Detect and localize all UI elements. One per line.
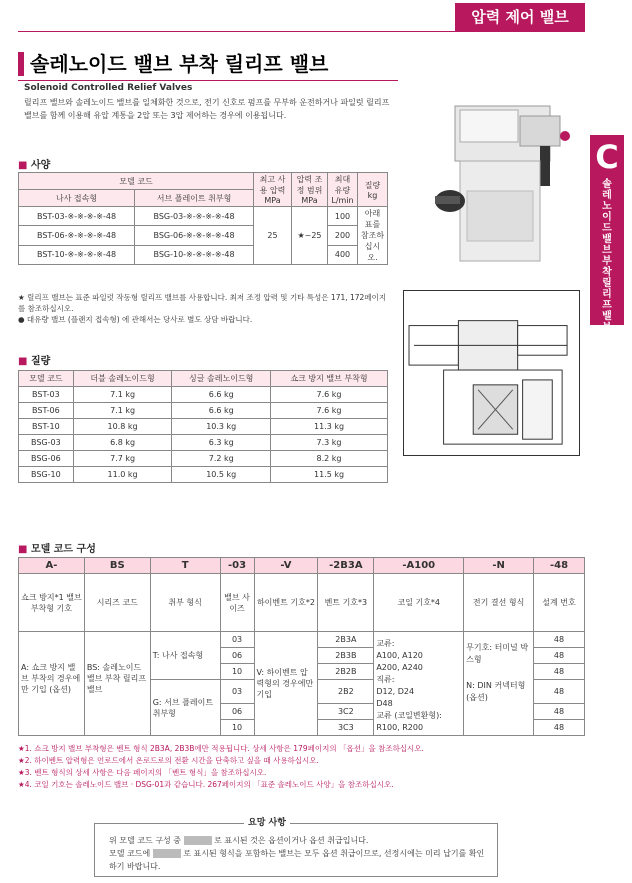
coil-line: 교류: xyxy=(376,639,395,648)
spec-adjust-range: ★~25 xyxy=(292,207,328,265)
notice-label: 요망 사항 xyxy=(244,815,290,828)
mount-g: G: 서브 플레이트 취부형 xyxy=(150,680,220,736)
spec-subplate: BSG-10-※-※-※-※-48 xyxy=(135,245,254,264)
code-label: 취부 형식 xyxy=(150,574,220,632)
spec-note: ★ 릴리프 밸브는 표준 파일럿 작동형 릴리프 밸브를 사용합니다. 최저 조정 압력 및 기타 특성은 171, 172페이지를 참조하십시오. xyxy=(18,293,387,313)
spec-header-flow: 최대 유량 L/min xyxy=(328,173,358,207)
table-cell: 6.3 kg xyxy=(172,435,271,451)
hivent-desc: V: 하이벤트 압력형의 경우에만 기입 xyxy=(254,632,318,736)
spec-thread: BST-03-※-※-※-※-48 xyxy=(19,207,135,226)
spec-header-thread: 나사 접속형 xyxy=(19,190,135,207)
spec-flow: 400 xyxy=(328,245,358,264)
spec-header-mass: 질량 kg xyxy=(358,173,388,207)
side-tab-letter: C xyxy=(595,138,619,176)
table-cell: 6.6 kg xyxy=(172,387,271,403)
table-cell: BSG-03 xyxy=(19,435,74,451)
design-cell: 48 xyxy=(534,680,585,704)
title-rule xyxy=(18,80,398,81)
coil-line: 직류: xyxy=(376,675,395,684)
table-row xyxy=(19,419,388,435)
table-cell: 11.3 kg xyxy=(271,419,388,435)
model-section-title: ■ 모델 코드 구성 xyxy=(18,540,96,555)
table-cell: 10.8 kg xyxy=(73,419,172,435)
spec-flow: 100 xyxy=(328,207,358,226)
model-note: ★1. 쇼크 방지 밸브 부착형은 벤트 형식 2B3A, 2B3B에만 적용됩니다. 상세 사항은 179페이지의 「옵션」을 참조하십시오. xyxy=(18,744,424,753)
table-row xyxy=(19,387,388,403)
design-cell: 48 xyxy=(534,632,585,648)
table-cell: BST-10 xyxy=(19,419,74,435)
vent-cell: 3C3 xyxy=(318,720,374,736)
code-label: 시리즈 코드 xyxy=(84,574,150,632)
gray-swatch xyxy=(153,849,181,858)
code-label: 쇼크 방지*1 밸브 부착형 기호 xyxy=(19,574,85,632)
code-label: 하이벤트 기호*2 xyxy=(254,574,318,632)
spec-notes xyxy=(18,292,390,325)
vent-cell: 2B2 xyxy=(318,680,374,704)
table-cell: 10.3 kg xyxy=(172,419,271,435)
table-cell: BST-03 xyxy=(19,387,74,403)
code-part: BS xyxy=(84,558,150,574)
code-part: -2B3A xyxy=(318,558,374,574)
notice-text: 위 모델 코드 구성 중 xyxy=(109,836,181,845)
page-title: 솔레노이드 밸브 부착 릴리프 밸브 xyxy=(18,52,328,76)
spec-thread: BST-10-※-※-※-※-48 xyxy=(19,245,135,264)
table-row xyxy=(19,435,388,451)
intro-text: 릴리프 밸브와 솔레노이드 밸브를 일체화한 것으로, 전기 신호로 펌프를 무부하 운전하거나 파일럿 릴리프 밸브를 함께 이용해 유압 계통을 2압 또는 3압 제어하는 경우에 이용됩니다. xyxy=(24,98,390,120)
vent-cell: 3C2 xyxy=(318,704,374,720)
code-part: -N xyxy=(464,558,534,574)
model-note: ★2. 하이벤트 압력형은 언로드에서 온로드로의 전환 시간을 단축하고 싶을 때 사용하십시오. xyxy=(18,756,319,765)
header-rule xyxy=(18,31,585,32)
section-header: 압력 제어 밸브 xyxy=(455,3,585,31)
table-cell: 6.6 kg xyxy=(172,403,271,419)
code-part: -03 xyxy=(220,558,254,574)
mass-section-title: ■ 질량 xyxy=(18,352,50,367)
size-cell: 06 xyxy=(220,648,254,664)
mass-header: 싱글 솔레노이드형 xyxy=(172,371,271,387)
spec-table xyxy=(18,172,388,265)
coil-line: 교류 (코일변환형): xyxy=(376,711,442,720)
page-subtitle: Solenoid Controlled Relief Valves xyxy=(24,83,193,93)
spec-subplate: BSG-03-※-※-※-※-48 xyxy=(135,207,254,226)
vent-cell: 2B2B xyxy=(318,664,374,680)
series-desc: BS: 솔레노이드 밸브 부착 릴리프 밸브 xyxy=(84,632,150,736)
table-cell: 7.3 kg xyxy=(271,435,388,451)
spec-subplate: BSG-06-※-※-※-※-48 xyxy=(135,226,254,245)
table-cell: 7.6 kg xyxy=(271,387,388,403)
spec-header-subplate: 서브 플레이트 취부형 xyxy=(135,190,254,207)
code-label: 코일 기호*4 xyxy=(374,574,464,632)
mass-header: 모델 코드 xyxy=(19,371,74,387)
table-row xyxy=(19,226,388,245)
side-tab xyxy=(590,135,624,333)
spec-mass-note: 아래 표를 참조하십시오. xyxy=(358,207,388,265)
elec-line: 무기호: 터미널 박스형 xyxy=(466,643,529,664)
size-cell: 06 xyxy=(220,704,254,720)
spec-thread: BST-06-※-※-※-※-48 xyxy=(19,226,135,245)
notice-box xyxy=(94,823,498,877)
coil-line: D12, D24 xyxy=(376,687,415,696)
elec-desc xyxy=(464,632,534,736)
notice-text: 로 표시된 형식을 포함하는 밸브는 모두 옵션 취급이므로, 선정시에는 미리 납기를 확인하기 바랍니다. xyxy=(109,849,485,871)
valve-photo xyxy=(405,96,577,271)
model-note: ★4. 코일 기호는 솔레노이드 밸브 · DSG-01과 같습니다. 267페이지의 「표준 솔레노이드 사양」을 참조하십시오. xyxy=(18,780,394,789)
code-label: 벤트 기호*3 xyxy=(318,574,374,632)
vent-cell: 2B3B xyxy=(318,648,374,664)
table-row xyxy=(19,207,388,226)
notice-text: 모델 코드에 xyxy=(109,849,151,858)
side-tab-label: 솔레노이드 밸브 부착 릴리프 밸브 xyxy=(602,179,612,333)
design-cell: 48 xyxy=(534,704,585,720)
table-row xyxy=(19,403,388,419)
vent-cell: 2B3A xyxy=(318,632,374,648)
table-cell: 11.0 kg xyxy=(73,467,172,483)
table-cell: BSG-10 xyxy=(19,467,74,483)
design-cell: 48 xyxy=(534,664,585,680)
size-cell: 10 xyxy=(220,720,254,736)
model-notes xyxy=(18,743,585,791)
code-part: -V xyxy=(254,558,318,574)
coil-line: R100, R200 xyxy=(376,723,424,732)
elec-line: N: DIN 커넥터형 (옵션) xyxy=(466,681,526,702)
design-cell: 48 xyxy=(534,720,585,736)
coil-line: A200, A240 xyxy=(376,663,423,672)
model-note: ★3. 벤트 형식의 상세 사항은 다음 페이지의 「벤트 형식」을 참조하십시오. xyxy=(18,768,267,777)
mass-table xyxy=(18,370,388,483)
table-row xyxy=(19,467,388,483)
table-row xyxy=(19,245,388,264)
code-label: 전기 결선 형식 xyxy=(464,574,534,632)
coil-line: A100, A120 xyxy=(376,651,423,660)
table-cell: BST-06 xyxy=(19,403,74,419)
coil-desc xyxy=(374,632,464,736)
size-cell: 10 xyxy=(220,664,254,680)
mass-header: 더블 솔레노이드형 xyxy=(73,371,172,387)
spec-max-pressure: 25 xyxy=(254,207,292,265)
table-cell: 7.7 kg xyxy=(73,451,172,467)
spec-header-range: 압력 조정 범위 MPa xyxy=(292,173,328,207)
gray-swatch xyxy=(184,836,212,845)
size-cell: 03 xyxy=(220,680,254,704)
code-part: T xyxy=(150,558,220,574)
code-part: -A100 xyxy=(374,558,464,574)
mass-header: 쇼크 방지 밸브 부착형 xyxy=(271,371,388,387)
code-label: 설계 번호 xyxy=(534,574,585,632)
code-part: A- xyxy=(19,558,85,574)
spec-flow: 200 xyxy=(328,226,358,245)
table-cell: BSG-06 xyxy=(19,451,74,467)
table-cell: 11.5 kg xyxy=(271,467,388,483)
table-row xyxy=(19,451,388,467)
cross-section-diagram xyxy=(403,290,580,456)
spec-header-pressure: 최고 사용 압력 MPa xyxy=(254,173,292,207)
model-code-table xyxy=(18,557,585,736)
table-cell: 7.1 kg xyxy=(73,387,172,403)
table-cell: 10.5 kg xyxy=(172,467,271,483)
design-cell: 48 xyxy=(534,648,585,664)
notice-text: 로 표시된 것은 옵션이거나 옵션 취급입니다. xyxy=(214,836,369,845)
spec-note: ● 대유량 밸브 (플랜지 접속형) 에 관해서는 당사로 별도 상담 바랍니다. xyxy=(18,315,253,324)
table-cell: 7.6 kg xyxy=(271,403,388,419)
table-cell: 7.1 kg xyxy=(73,403,172,419)
coil-line: D48 xyxy=(376,699,393,708)
table-cell: 7.2 kg xyxy=(172,451,271,467)
table-cell: 8.2 kg xyxy=(271,451,388,467)
code-label: 밸브 사이즈 xyxy=(220,574,254,632)
table-cell: 6.8 kg xyxy=(73,435,172,451)
option-a-desc: A: 쇼크 방지 밸브 부착의 경우에만 기입 (옵션) xyxy=(19,632,85,736)
spec-header-model: 모델 코드 xyxy=(19,173,254,190)
code-part: -48 xyxy=(534,558,585,574)
size-cell: 03 xyxy=(220,632,254,648)
spec-section-title: ■ 사양 xyxy=(18,156,50,171)
mount-t: T: 나사 접속형 xyxy=(150,632,220,680)
